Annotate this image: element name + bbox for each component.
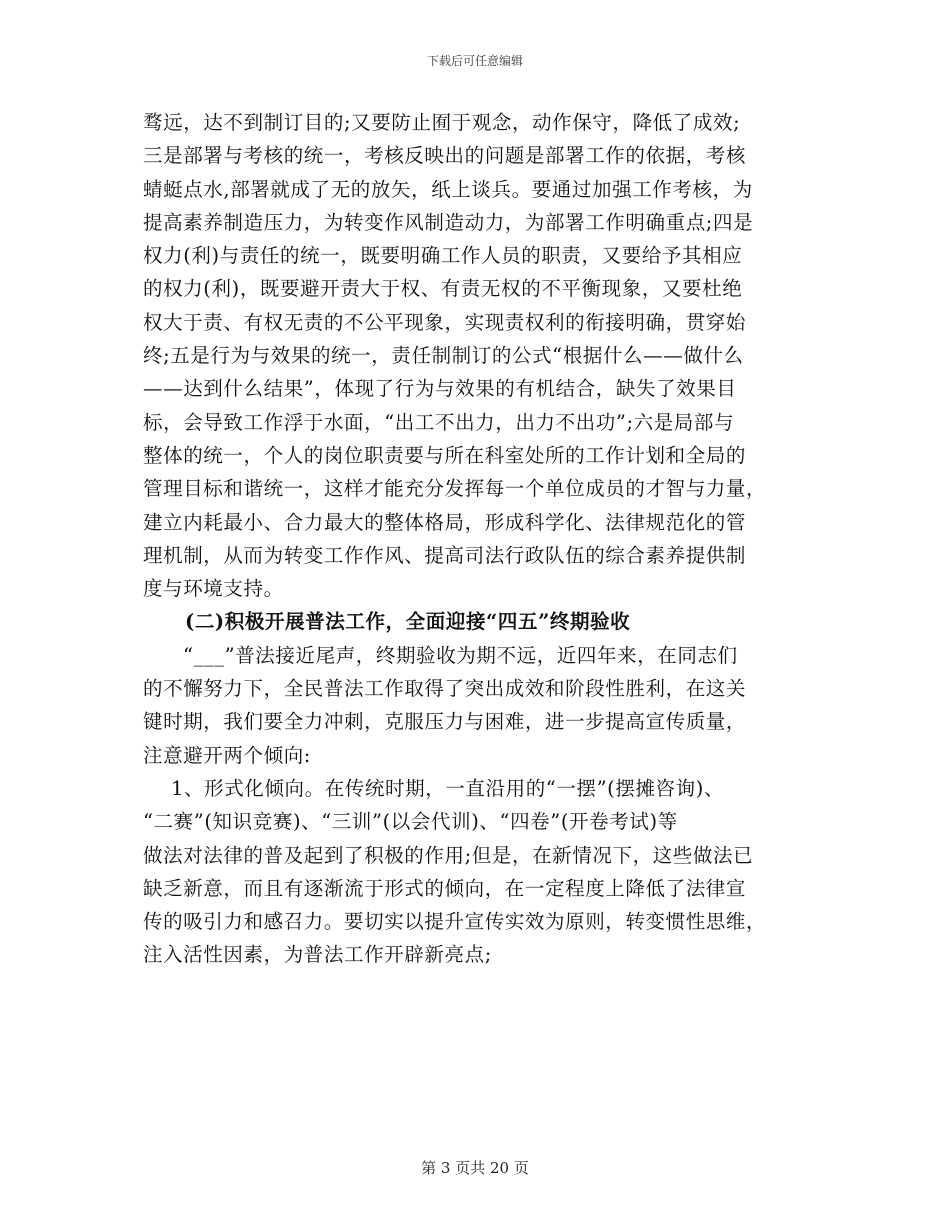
paragraph-line: ——达到什么结果”，体现了行为与效果的有机结合，缺失了效果目	[143, 377, 737, 401]
paragraph-line: 建立内耗最小、合力最大的整体格局，形成科学化、法律规范化的管	[143, 510, 747, 534]
document-body	[143, 106, 818, 972]
paragraph-line: 键时期，我们要全力冲刺，克服压力与困难，进一步提高宣传质量，	[143, 710, 747, 734]
page-number: 第 3 页共 20 页	[421, 1159, 529, 1177]
paragraph-line: 做法对法律的普及起到了积极的作用;但是，在新情况下，这些做法已	[143, 843, 754, 867]
paragraph-line: 管理目标和谐统一，这样才能充分发挥每一个单位成员的才智与力量，	[143, 477, 767, 501]
paragraph-line: 整体的统一，个人的岗位职责要与所在科室处所的工作计划和全局的	[143, 443, 747, 467]
paragraph-line: 提高素养制造压力，为转变作风制造动力，为部署工作明确重点;四是	[143, 210, 754, 234]
paragraph-line: 度与环境支持。	[143, 577, 284, 601]
paragraph-line: 三是部署与考核的统一，考核反映出的问题是部署工作的依据，考核	[143, 144, 747, 168]
paragraph-line: 终;五是行为与效果的统一，责任制制订的公式“根据什么——做什么	[143, 344, 744, 368]
paragraph-line: “___”普法接近尾声，终期验收为期不远，近四年来，在同志们	[183, 643, 738, 667]
paragraph-line: 的不懈努力下，全民普法工作取得了突出成效和阶段性胜利，在这关	[143, 677, 747, 701]
paragraph-line: 缺乏新意，而且有逐渐流于形式的倾向，在一定程度上降低了法律宣	[143, 876, 747, 900]
section-heading: (二)积极开展普法工作，全面迎接“四五”终期验收	[185, 610, 631, 634]
paragraph-line: 注意避开两个倾向:	[143, 743, 311, 767]
paragraph-line: 骛远，达不到制订目的;又要防止囿于观念，动作保守，降低了成效;	[143, 111, 741, 134]
paragraph-line: 的权力(利)，既要避开责大于权、有责无权的不平衡现象，又要杜绝	[143, 277, 743, 301]
paragraph-line: 1、形式化倾向。在传统时期，一直沿用的“一摆”(摆摊咨询)、	[171, 776, 725, 800]
paragraph-line: 注入活性因素，为普法工作开辟新亮点;	[143, 943, 492, 967]
paragraph-line: 标，会导致工作浮于水面，“出工不出力，出力不出功”;六是局部与	[143, 410, 735, 434]
paragraph-line: 理机制，从而为转变工作作风、提高司法行政队伍的综合素养提供制	[143, 543, 747, 567]
paragraph-line: 权大于责、有权无责的不公平现象，实现责权利的衔接明确，贯穿始	[143, 310, 747, 334]
paragraph-line: 传的吸引力和感召力。要切实以提升宣传实效为原则，转变惯性思维，	[143, 910, 767, 934]
paragraph-line: 权力(利)与责任的统一，既要明确工作人员的职责，又要给予其相应	[143, 244, 743, 268]
paragraph-line: “二赛”(知识竞赛)、“三训”(以会代训)、“四卷”(开卷考试)等	[143, 810, 678, 834]
page-header: 下载后可任意编辑	[426, 54, 523, 68]
paragraph-line: 蜻蜓点水,部署就成了无的放矢，纸上谈兵。要通过加强工作考核，为	[143, 177, 753, 201]
